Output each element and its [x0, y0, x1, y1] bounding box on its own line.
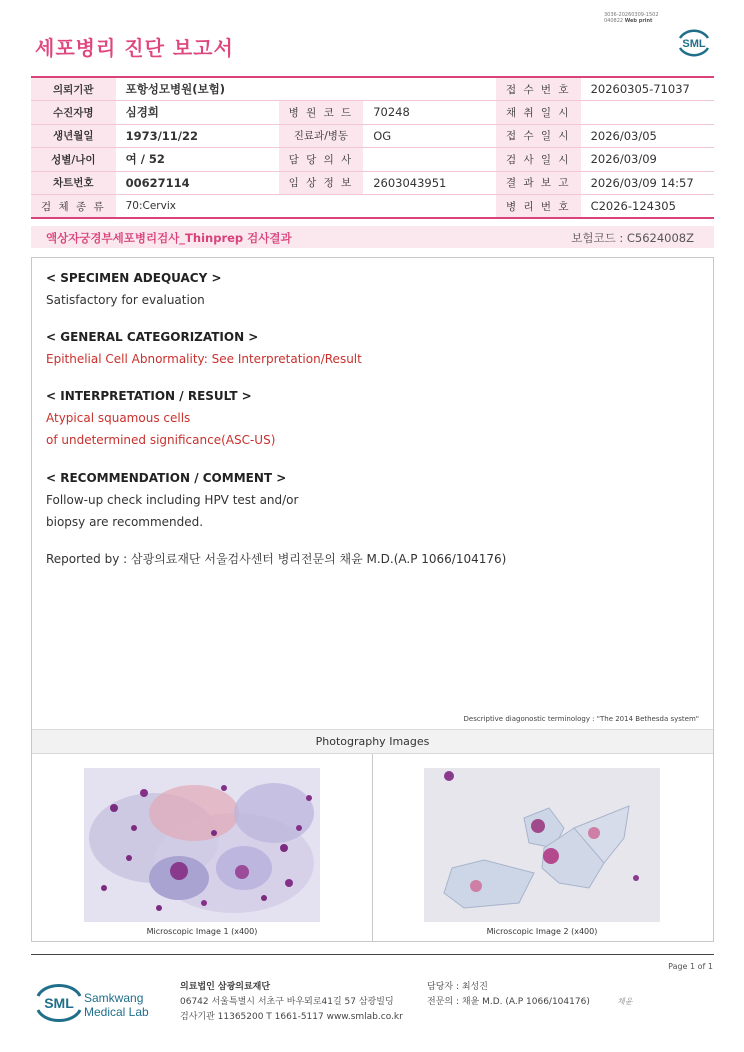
table-row	[31, 124, 714, 148]
value-patient: 심경희	[116, 101, 279, 125]
interpretation-line1: Atypical squamous cells	[46, 411, 191, 425]
sml-logo-icon	[674, 26, 714, 60]
label-path-no: 병 리 번 호	[496, 195, 581, 219]
footer-logo-sml: SML	[44, 995, 74, 1011]
recommendation-line1: Follow-up check including HPV test and/or	[46, 493, 299, 507]
footer-logo-name2: Medical Lab	[84, 1005, 149, 1019]
insurance-code: 보험코드 : C5624008Z	[571, 231, 694, 245]
org-name: 의료법인 삼광의료재단	[180, 982, 271, 992]
staff-line: 담당자 : 최성진	[427, 982, 488, 992]
recommendation-heading: < RECOMMENDATION / COMMENT >	[46, 471, 287, 485]
value-hospital-code: 70248	[363, 101, 496, 125]
recommendation-line2: biopsy are recommended.	[46, 515, 204, 529]
label-clinical: 임 상 정 보	[279, 171, 364, 195]
page-title: 세포병리 진단 보고서	[35, 36, 234, 60]
value-receipt-date: 2026/03/05	[581, 124, 714, 148]
table-row	[31, 148, 714, 172]
org-contact: 검사기관 11365200 T 1661-5117 www.smlab.co.kr	[180, 1012, 403, 1022]
footer-divider	[31, 954, 714, 955]
value-clinical: 2603043951	[363, 171, 496, 195]
label-receipt-date: 접 수 일 시	[496, 124, 581, 148]
categorization-section	[46, 326, 362, 370]
test-name: 액상자궁경부세포병리검사_Thinprep 검사결과	[46, 231, 292, 245]
value-chart: 00627114	[116, 171, 279, 195]
interpretation-section	[46, 385, 275, 451]
value-birth: 1973/11/22	[116, 124, 279, 148]
label-exam-date: 검 사 일 시	[496, 148, 581, 172]
value-path-no: C2026-124305	[581, 195, 714, 219]
categorization-text: Epithelial Cell Abnormality: See Interpretation/Result	[46, 352, 362, 366]
label-dept: 진료과/병동	[279, 124, 364, 148]
value-institution: 포항성모병원(보험)	[116, 77, 496, 101]
value-specimen: 70:Cervix	[116, 195, 496, 219]
microscopic-image-1	[84, 768, 320, 922]
label-doctor: 담 당 의 사	[279, 148, 364, 172]
specialist-line: 전문의 : 채윤 M.D. (A.P 1066/104176)	[427, 997, 590, 1007]
table-row	[31, 195, 714, 219]
document-id: 3036-20260309-1502 040822 Web print	[604, 12, 659, 24]
value-sex-age: 여 / 52	[116, 148, 279, 172]
signature: 채윤	[617, 997, 633, 1006]
recommendation-section	[46, 467, 298, 533]
label-hospital-code: 병 원 코 드	[279, 101, 364, 125]
adequacy-text: Satisfactory for evaluation	[46, 293, 205, 307]
label-patient: 수진자명	[31, 101, 116, 125]
table-row	[31, 101, 714, 125]
footer-staff	[427, 980, 590, 1010]
adequacy-heading: < SPECIMEN ADEQUACY >	[46, 271, 222, 285]
value-collection-date	[581, 101, 714, 125]
adequacy-section	[46, 267, 222, 311]
label-receipt-no: 접 수 번 호	[496, 77, 581, 101]
terminology-note: Descriptive diagonostic terminology : "The 2014 Bethesda system"	[463, 715, 699, 723]
value-exam-date: 2026/03/09	[581, 148, 714, 172]
label-chart: 차트번호	[31, 171, 116, 195]
page-number: Page 1 of 1	[668, 962, 713, 971]
interpretation-line2: of undetermined significance(ASC-US)	[46, 433, 276, 447]
label-sex-age: 성별/나이	[31, 148, 116, 172]
label-institution: 의뢰기관	[31, 77, 116, 101]
samkwang-logo-icon	[36, 980, 156, 1026]
value-report-date: 2026/03/09 14:57	[581, 171, 714, 195]
value-dept: OG	[363, 124, 496, 148]
value-receipt-no: 20260305-71037	[581, 77, 714, 101]
value-doctor	[363, 148, 496, 172]
footer-logo-name1: Samkwang	[84, 991, 144, 1005]
logo-text: SML	[682, 38, 706, 50]
label-report-date: 결 과 보 고	[496, 171, 581, 195]
interpretation-heading: < INTERPRETATION / RESULT >	[46, 389, 252, 403]
org-address: 06742 서울특별시 서초구 바우뫼로41길 57 삼광빌딩	[180, 997, 394, 1007]
footer-address	[180, 980, 403, 1025]
photo-caption-2: Microscopic Image 2 (x400)	[486, 927, 598, 936]
microscopic-image-2	[424, 768, 660, 922]
label-birth: 생년월일	[31, 124, 116, 148]
categorization-heading: < GENERAL CATEGORIZATION >	[46, 330, 259, 344]
test-name-bar	[31, 226, 714, 248]
table-row	[31, 77, 714, 101]
result-box	[31, 257, 714, 942]
label-collection-date: 채 취 일 시	[496, 101, 581, 125]
photo-heading: Photography Images	[32, 729, 713, 754]
label-specimen: 검 체 종 류	[31, 195, 116, 219]
table-row	[31, 171, 714, 195]
photo-divider	[372, 754, 373, 942]
photo-caption-1: Microscopic Image 1 (x400)	[146, 927, 258, 936]
patient-info-table	[31, 76, 714, 219]
reported-by: Reported by : 삼광의료재단 서울검사센터 병리전문의 채윤 M.D.(A.P 1066/104176)	[46, 552, 507, 566]
